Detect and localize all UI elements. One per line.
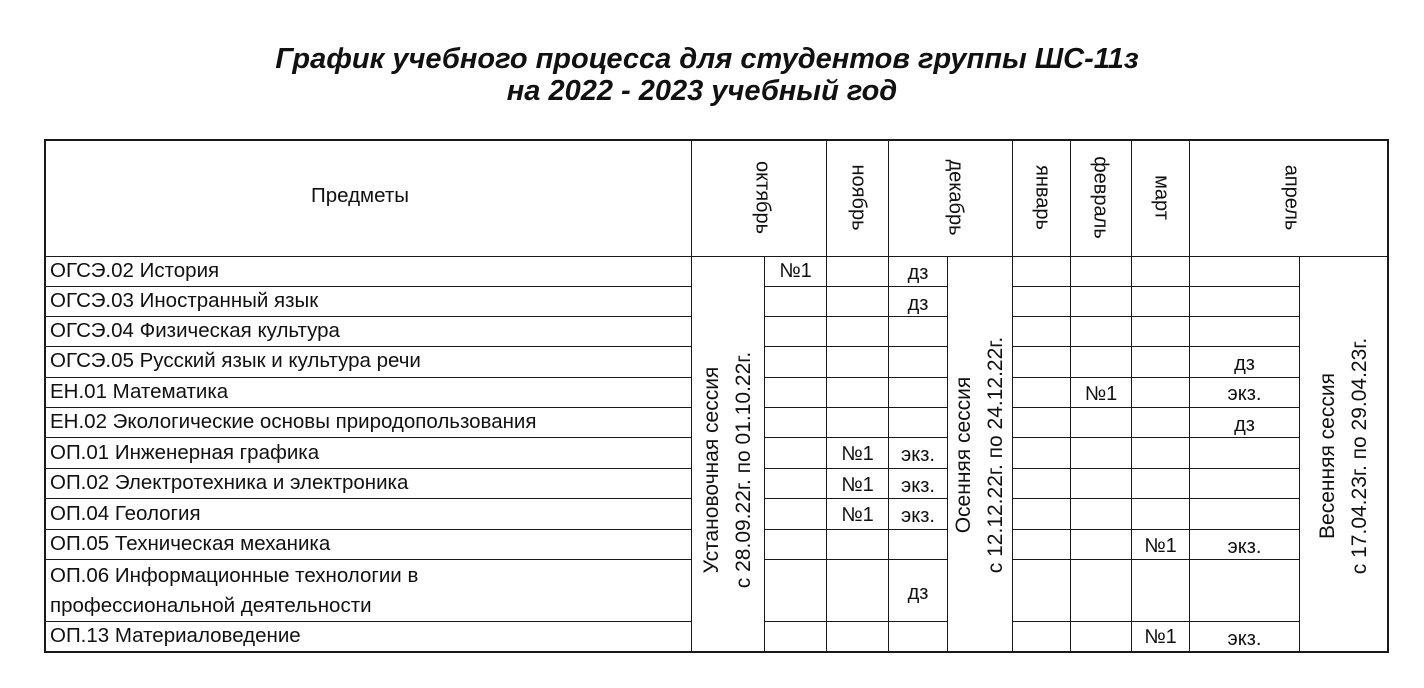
install-session-title: Установочная сессия — [700, 366, 723, 574]
subject-row: ОГСЭ.03 Иностранный язык — [50, 289, 319, 312]
install-session-dates: с 28.09.22г. по 01.10.22г. — [732, 351, 755, 589]
mark-cell: экз. — [901, 505, 935, 527]
mark-cell: №1 — [779, 260, 812, 282]
subject-row: ОП.04 Геология — [50, 502, 201, 525]
mark-cell: №1 — [841, 443, 874, 465]
subject-row: ОГСЭ.02 История — [50, 259, 220, 282]
title-line-1: График учебного процесса для студентов группы ШС-11з — [275, 43, 1139, 75]
install-session-label — [696, 280, 760, 660]
mark-cell: экз. — [1227, 383, 1262, 405]
spring-session-label — [1312, 266, 1376, 646]
subject-row: ОП.01 Инженерная графика — [50, 441, 320, 464]
header-subjects: Предметы — [311, 184, 409, 207]
mark-cell: дз — [907, 582, 929, 604]
subject-row: ЕН.02 Экологические основы природопользования — [50, 410, 537, 433]
subject-row: ОГСЭ.05 Русский язык и культура речи — [50, 349, 421, 372]
subject-row: ОП.06 Информационные технологии в — [50, 564, 419, 587]
subject-row: ОП.13 Материаловедение — [50, 624, 301, 647]
month-january: январь — [1031, 165, 1054, 230]
autumn-session-dates: с 12.12.22г. по 24.12.22г. — [984, 336, 1007, 574]
mark-cell: №1 — [1144, 626, 1177, 648]
month-april: апрель — [1280, 164, 1303, 231]
mark-cell: дз — [907, 262, 929, 284]
mark-cell: экз. — [1227, 628, 1262, 650]
title-line-2: на 2022 - 2023 учебный год — [506, 75, 898, 107]
mark-cell: дз — [1234, 353, 1255, 375]
mark-cell: дз — [1234, 414, 1255, 436]
subject-row: профессиональной деятельности — [50, 594, 372, 617]
subject-row: ОП.02 Электротехника и электроника — [50, 471, 409, 494]
subject-row: ЕН.01 Математика — [50, 380, 229, 403]
autumn-session-label — [948, 265, 1012, 645]
month-march: март — [1150, 175, 1173, 220]
month-october: октябрь — [751, 160, 774, 235]
mark-cell: экз. — [1227, 536, 1262, 558]
month-february: февраль — [1089, 156, 1112, 239]
mark-cell: №1 — [841, 504, 874, 526]
mark-cell: №1 — [841, 474, 874, 496]
subject-row: ОГСЭ.04 Физическая культура — [50, 319, 340, 342]
mark-cell: №1 — [1084, 383, 1118, 405]
autumn-session-title: Осенняя сессия — [952, 376, 975, 534]
mark-cell: экз. — [901, 475, 935, 497]
month-december: декабрь — [944, 159, 967, 236]
mark-cell: дз — [907, 293, 929, 315]
mark-cell: №1 — [1144, 535, 1177, 557]
spring-session-title: Весенняя сессия — [1316, 373, 1339, 539]
subject-row: ОП.05 Техническая механика — [50, 532, 331, 555]
month-november: ноябрь — [847, 164, 870, 231]
mark-cell: экз. — [901, 444, 935, 466]
spring-session-dates: с 17.04.23г. по 29.04.23г. — [1348, 337, 1371, 575]
